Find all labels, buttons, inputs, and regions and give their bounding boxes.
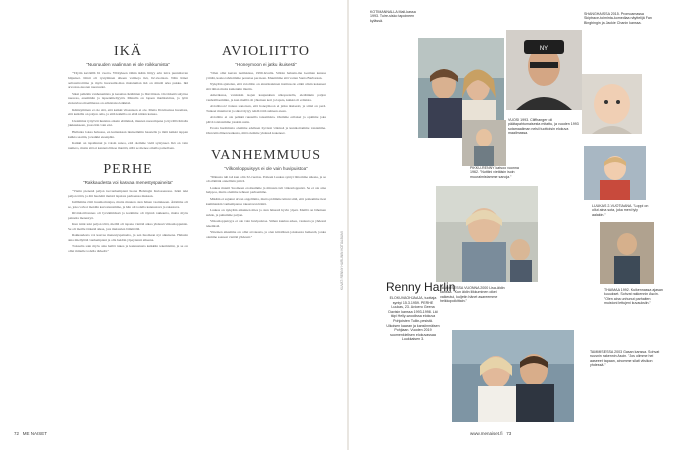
- caption-vuosi: VUOSI 1993. Cliffhanger oli päätapahtumaisesta mitattu, ja vuoden 1993 sotamaailman nelsii tuottoisin elokuva maailmassa.: [508, 118, 579, 136]
- paragraph: ”Minusta tuli isä kun olin 32-vuotias. Poikani Luukas syntyi liittomme aikana, ja se oli elämäni onnellisin päivä.: [206, 174, 326, 184]
- photo-thaimaa: [600, 222, 654, 284]
- caption-tammisessa-2000: TAMMISESSA VUONNA 2000 Lisa-äidin kanssa. ”Kun äidin liikkuminen oikei vaikeutui, kuljetin hänet asareemme heikkopoikittain.”: [440, 286, 505, 304]
- renny-name: Renny Harlin: [386, 280, 456, 294]
- paragraph: Erosta huolimatta olemme edelleen hyvissä väleissä ja kunnioitamme toisiamme. Olen kiitollinen kaikesta, mitä olemme yhdessä kokeneet.: [206, 126, 326, 136]
- paragraph: Kaikki on tapahtunut ja voisin sanoa, että olemme vielä syntyneet. Ikä on vain numero, mutta sitä ei kannata liikaa miettiä, sillä se menee omalla painollaan.: [68, 140, 188, 150]
- column-right: [206, 44, 326, 241]
- photo-tammisessa-2000: [436, 186, 538, 282]
- page-number-right: [470, 431, 511, 436]
- photo-luukas: [584, 146, 646, 200]
- photo-baby: [582, 74, 642, 134]
- section-subtitle-ika: ”Nuoruuden vaalinnan ei ole roikkumista”: [86, 62, 170, 67]
- column-left: [68, 44, 188, 256]
- magazine-name: ME NAISET: [22, 431, 48, 436]
- website: www.menaiset.fi: [470, 431, 503, 436]
- section-subtitle-avioliitto: ”Honeymoon ei jatku ikuisesti”: [235, 62, 297, 67]
- paragraph: Luukas muutti Suomeen erottuamme ja minusta tuli viikonloppuisä. Se ei ole aina helppoa, mutta olemme tehneet parhaamme.: [206, 185, 326, 195]
- caption-tammisessa-2003: TAMMISESSA 2003 Gasan kanssa. Sohvat ruusnin rakennin Ascin. ”Jos olimme hei aaseeet tapaan, ainomme silati viisikon yhdessä.”: [590, 350, 660, 368]
- photo-baby-image: [582, 74, 642, 134]
- photo-pikku-renny: [462, 120, 506, 166]
- section-body-ika: [68, 71, 188, 150]
- paragraph: Yhteinen aikamme on ollut arvokasta, ja olen kiitollinen jokaisesta hetkestä, jonka olemme saaneet viettää yhdessä.”: [206, 230, 326, 239]
- paragraph: Aviolittoon! Joskus sanotaan, että honeymoon ei jatku ikuisesti, ja siinä on perä. Tunteet muuttuvat ja siksi täytyy tehdä töitä suhteen eteen.: [206, 104, 326, 114]
- svg-text:NY: NY: [539, 46, 549, 52]
- paragraph: Sikai pelkään vanhenemista ja kesuttaa ikäämien ja Iltaviittaan. On tärkeää salyttaa nuoresa, enemmän ja lapsenmieliyyttä. Minulla on lapsen mielikuvitus, ja tytär elokuvissa maailmassa on erikistaisa leikkisä.: [68, 91, 188, 106]
- paragraph: Mikään ei sujunut aivan ongelmitta, mutta pidimme kiinni siitä, että poikamme tiesi kummankin vanhempansa rakastavan häntä.: [206, 196, 326, 206]
- caption-luukas: LUUKAS 2-VUOTIAANA. ”Loppi on ollut aina sota, joka meni tyly aalakin.”: [592, 204, 649, 217]
- folio-number: 72: [14, 431, 20, 436]
- photo-wedding-image: [452, 330, 574, 422]
- page-number-left: [14, 431, 47, 436]
- section-subtitle-perhe: ”Rakkaudesta voi kasvaa menestyspaineita”: [83, 179, 173, 185]
- photo-shanghai: [506, 30, 582, 110]
- paragraph: Toisaalta sain myös aina heiltä tukea ja kannustusta kaikkiin tekemisiini, ja se on ollut minulle todella tärkeää.”: [68, 244, 188, 254]
- folio-number: 73: [506, 431, 512, 436]
- paragraph: Isällämme riitti huumorintajua, mutta muuten olen hänen vaatiakseen. Äitimme oli se, joka valvoi meidän kasvatustamme, ja hän oli todella kannustava ja rakastava.: [68, 200, 188, 209]
- paragraph: Nykyään ajattelen, että avioliitto on ainutlaatuinen instituu-tio eiikä olisin kokeneet sitä ilman mutta kuitenkin mietin.: [206, 82, 326, 91]
- paragraph: ”Täytin keväällä 61 vuotta. Yllätyksen tähän ikään liittyy erin laiva punnittavan hiipuiset. Iäinti oli rystyminen alkaen vaimoja ikä, 62-vuotiaan. Näin hänet aaltoteitroittina ja myös huoruami-maa muistuman ikä on mindä arka pukka. Ikä arvostaa-nuoren nuoruudet.: [68, 71, 188, 90]
- paragraph: ”Olen ollut kerran naimisissa, 1990-luvulla. Silloin halusin-me German kanssa yrittää, koska tahdoimme perustaa per-heen. Muutimme sitä varten Santa Barbaraan.: [206, 71, 326, 80]
- photo-credit: KUVAT: RENNY HARLININ KOTIALBUMI: [340, 231, 344, 290]
- renny-bio: ELOKUVAOHJAAJA, tuottaja syntyi 15.3.1959. PERHE Luukas, 23. Avioero Geena Davisin kanssa 1993-1998. Läi täpi Helly-woodissa elokuva Pohjoisten Tuliin-pesistä. Ulkoisen kaaran ja kansiinmäisen Pohjiaan. Vuoden 2019 suomenkielisen elokuvassaa Luukkaisen 3.: [386, 296, 440, 342]
- section-body-avioliitto: [206, 71, 326, 136]
- caption-pikku: PIKKU-RENNY katsoo vuonna 1962. ”Nuttiini vietäisin isoin muuraimistamme sanoja.”: [470, 166, 519, 179]
- section-title-avioliitto: AVIOLIITTO: [221, 44, 311, 59]
- paragraph: Hullunta lokaa halsassa, en kuitenkaan ikuisemmin haastella ja mitä kaikki tappan kulkia saatiin, ja kaikki eteenpäin.: [68, 129, 188, 139]
- section-body-perhe: [68, 189, 188, 254]
- caption-shanghai: SHANGHAISSA 2015. Promoamassa Skiptrace-toiminta-komediaa näyttelijä Fan Bingbingin ja Jackie Chanin kanssa.: [584, 12, 652, 25]
- section-subtitle-vanhemmuus: ”Vilkonloppuisyys ei ole vain huvipuistoa”: [224, 165, 308, 171]
- photo-pikku-image: [462, 120, 506, 166]
- paragraph: ”Vietin pienenä paljon isovanhempieni luona Helsingin Kulosaaressa. Isäni teki paljon töitä, ja äiti huolehti meistä lapsista parhaansa mukaan.: [68, 188, 188, 198]
- gutter: [347, 0, 349, 450]
- paragraph: Uusimmat tyttyivät ikuisina oikein elämässä, muuten nuorempana ja hyvällä ilmalla jakkaukseen, jossa hän vain etsi.: [68, 118, 188, 128]
- paragraph: Kun isäni teki paljon töitä, meillä oli tapana viettää aikaa yhdessä viikonloppuisin. Se oli meille tärkeää aikaa, jota muistelen lämmöllä.: [68, 222, 188, 232]
- paragraph: Rivitalotilvennes oli lyvsämmässä ja kotimme oli täynnä rakkautta, mutta myös paineita menestyä.: [68, 211, 188, 220]
- caption-thaimaa: THAIMAA 1992. Kuikennassa ajasan kuuukset. Sohvat rakkennin Ascin. ”Olen aina unhunut parhaiten muistoni lettujeni kuvauksiin.”: [604, 288, 663, 306]
- paragraph: Viikonloppuisyys ei ole vain huvipuistoa. Siihen kuuluu arkea, vastuuta ja yhdessä tekemistä.: [206, 218, 326, 228]
- paragraph: Ikääntyminen ei ole sitä, että kaikki viisauteen ei ole. Mutta Iltaviisaissa huomata, että kaikilla on paljon oma, ja siitä kaikilla on elää niiden kanssa.: [68, 107, 188, 117]
- section-title-perhe: PERHE: [103, 161, 153, 177]
- caption-kotimannalla: KOTIMANNALLA Mali-kassa 1993. Tuire-siskо tapoineen kylässä.: [370, 10, 416, 23]
- photo-luukas-image: [584, 146, 646, 200]
- photo-shanghai-image: [506, 30, 582, 110]
- section-title-vanhemmuus: VANHEMMUUS: [210, 147, 322, 163]
- paragraph: Amerikassa, varsinkin isojen kaupunkien ulkopuolella, eletäänkin paljon vanhoillisemmin, ja kun meillä oli yhteinen koti ja lapsia, kaikki oli erilaista.: [206, 93, 326, 102]
- section-body-vanhemmuus: [206, 175, 326, 240]
- photo-thaimaa-image: [600, 222, 654, 284]
- section-title-ika: IKÄ: [114, 44, 142, 59]
- paragraph: Luukas on nykyään aikuinen mies ja olen hänestä hyvin ylpeä. Meillä on läheinen suhde, ja puhumme paljon.: [206, 207, 326, 217]
- photo-tammisessa-2003: [452, 330, 574, 422]
- photo-mother-image: [436, 186, 538, 282]
- paragraph: Rakkaudesta voi kasvaa menestyspaineita, ja sen huomaan nyt aikuisena. Halusin aina miellyttää vanhempiani ja olla heidän ylpeytensä aiheena.: [68, 233, 188, 243]
- paragraph: Avioliitto ei ole pelkkä ruusuilla tanssimista. Olemme erilaiset ja opimme joka päivä toisistamme jotakin uutta.: [206, 115, 326, 125]
